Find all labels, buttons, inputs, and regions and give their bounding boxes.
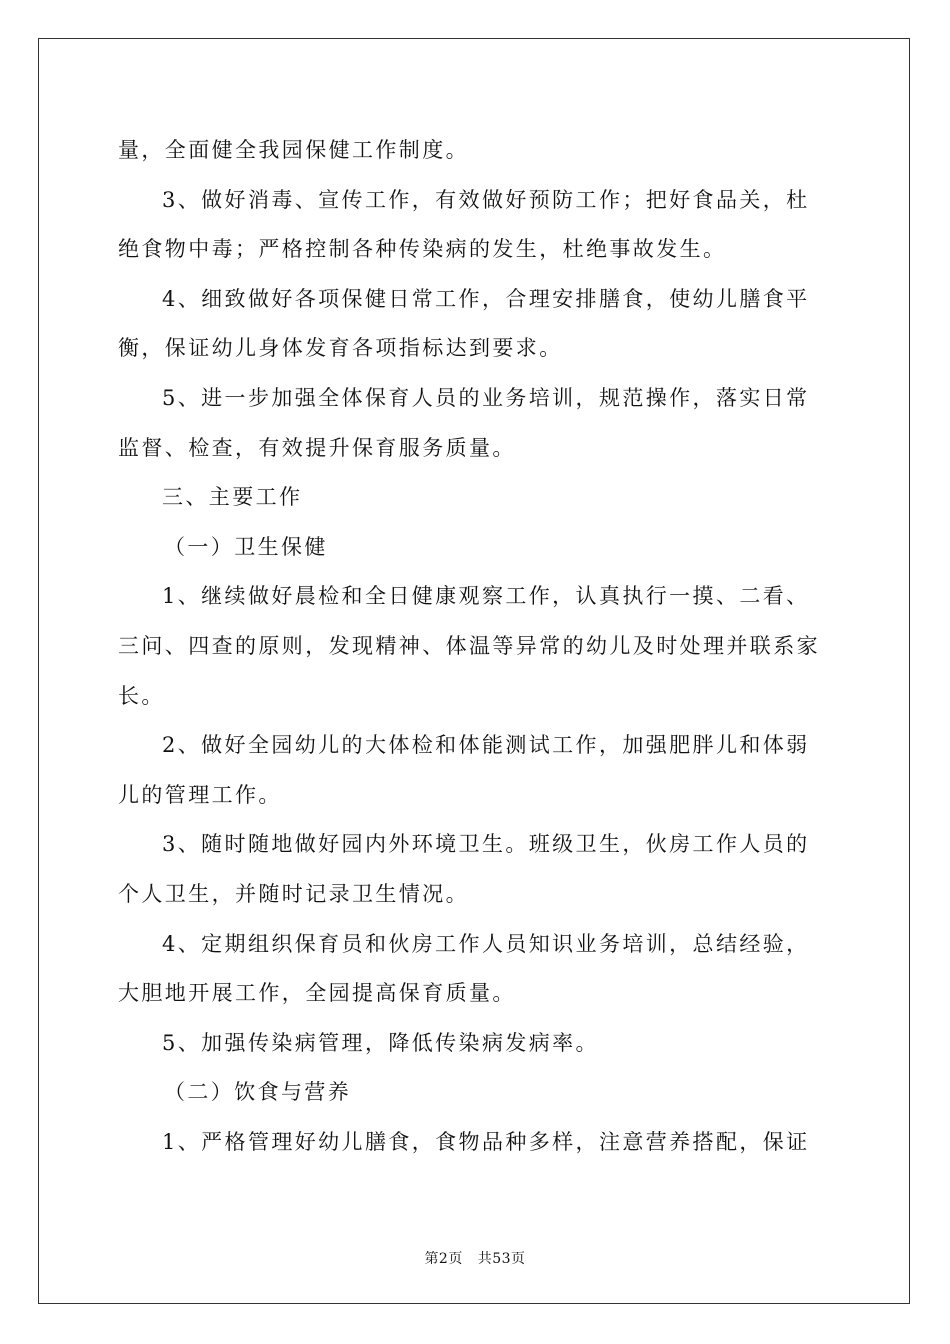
subsection-heading: （二）饮食与营养	[164, 1080, 352, 1105]
section-heading: 三、主要工作	[162, 485, 303, 510]
text-line: 3、随时随地做好园内外环境卫生。班级卫生，伙房工作人员的	[162, 832, 810, 857]
page-footer	[0, 1248, 950, 1268]
text-line: 1、严格管理好幼儿膳食，食物品种多样，注意营养搭配，保证	[162, 1129, 810, 1154]
text-line: 3、做好消毒、宣传工作，有效做好预防工作；把好食品关，杜	[162, 187, 810, 212]
text-line: 2、做好全园幼儿的大体检和体能测试工作，加强肥胖儿和体弱	[162, 733, 810, 758]
text-line: 1、继续做好晨检和全日健康观察工作，认真执行一摸、二看、	[162, 584, 810, 609]
page-total: 共53页	[477, 1251, 526, 1267]
text-line: 4、定期组织保育员和伙房工作人员知识业务培训，总结经验，	[162, 931, 810, 956]
text-line: 个人卫生，并随时记录卫生情况。	[118, 881, 469, 906]
text-line: 4、细致做好各项保健日常工作，合理安排膳食，使幼儿膳食平	[162, 286, 810, 311]
text-line: 儿的管理工作。	[118, 782, 282, 807]
text-line: 三问、四查的原则，发现精神、体温等异常的幼儿及时处理并联系家	[118, 633, 820, 658]
text-line: 监督、检查，有效提升保育服务质量。	[118, 435, 516, 460]
subsection-heading: （一）卫生保健	[164, 534, 328, 559]
text-line: 5、进一步加强全体保育人员的业务培训，规范操作，落实日常	[162, 385, 810, 410]
page-number: 第2页	[424, 1251, 463, 1267]
text-line: 衡，保证幼儿身体发育各项指标达到要求。	[118, 336, 563, 361]
document-body	[118, 126, 838, 1167]
text-line: 量，全面健全我园保健工作制度。	[118, 138, 469, 162]
text-line: 5、加强传染病管理，降低传染病发病率。	[162, 1030, 599, 1055]
text-line: 绝食物中毒；严格控制各种传染病的发生，杜绝事故发生。	[118, 237, 727, 262]
text-line: 大胆地开展工作，全园提高保育质量。	[118, 981, 516, 1006]
text-line: 长。	[118, 683, 165, 708]
